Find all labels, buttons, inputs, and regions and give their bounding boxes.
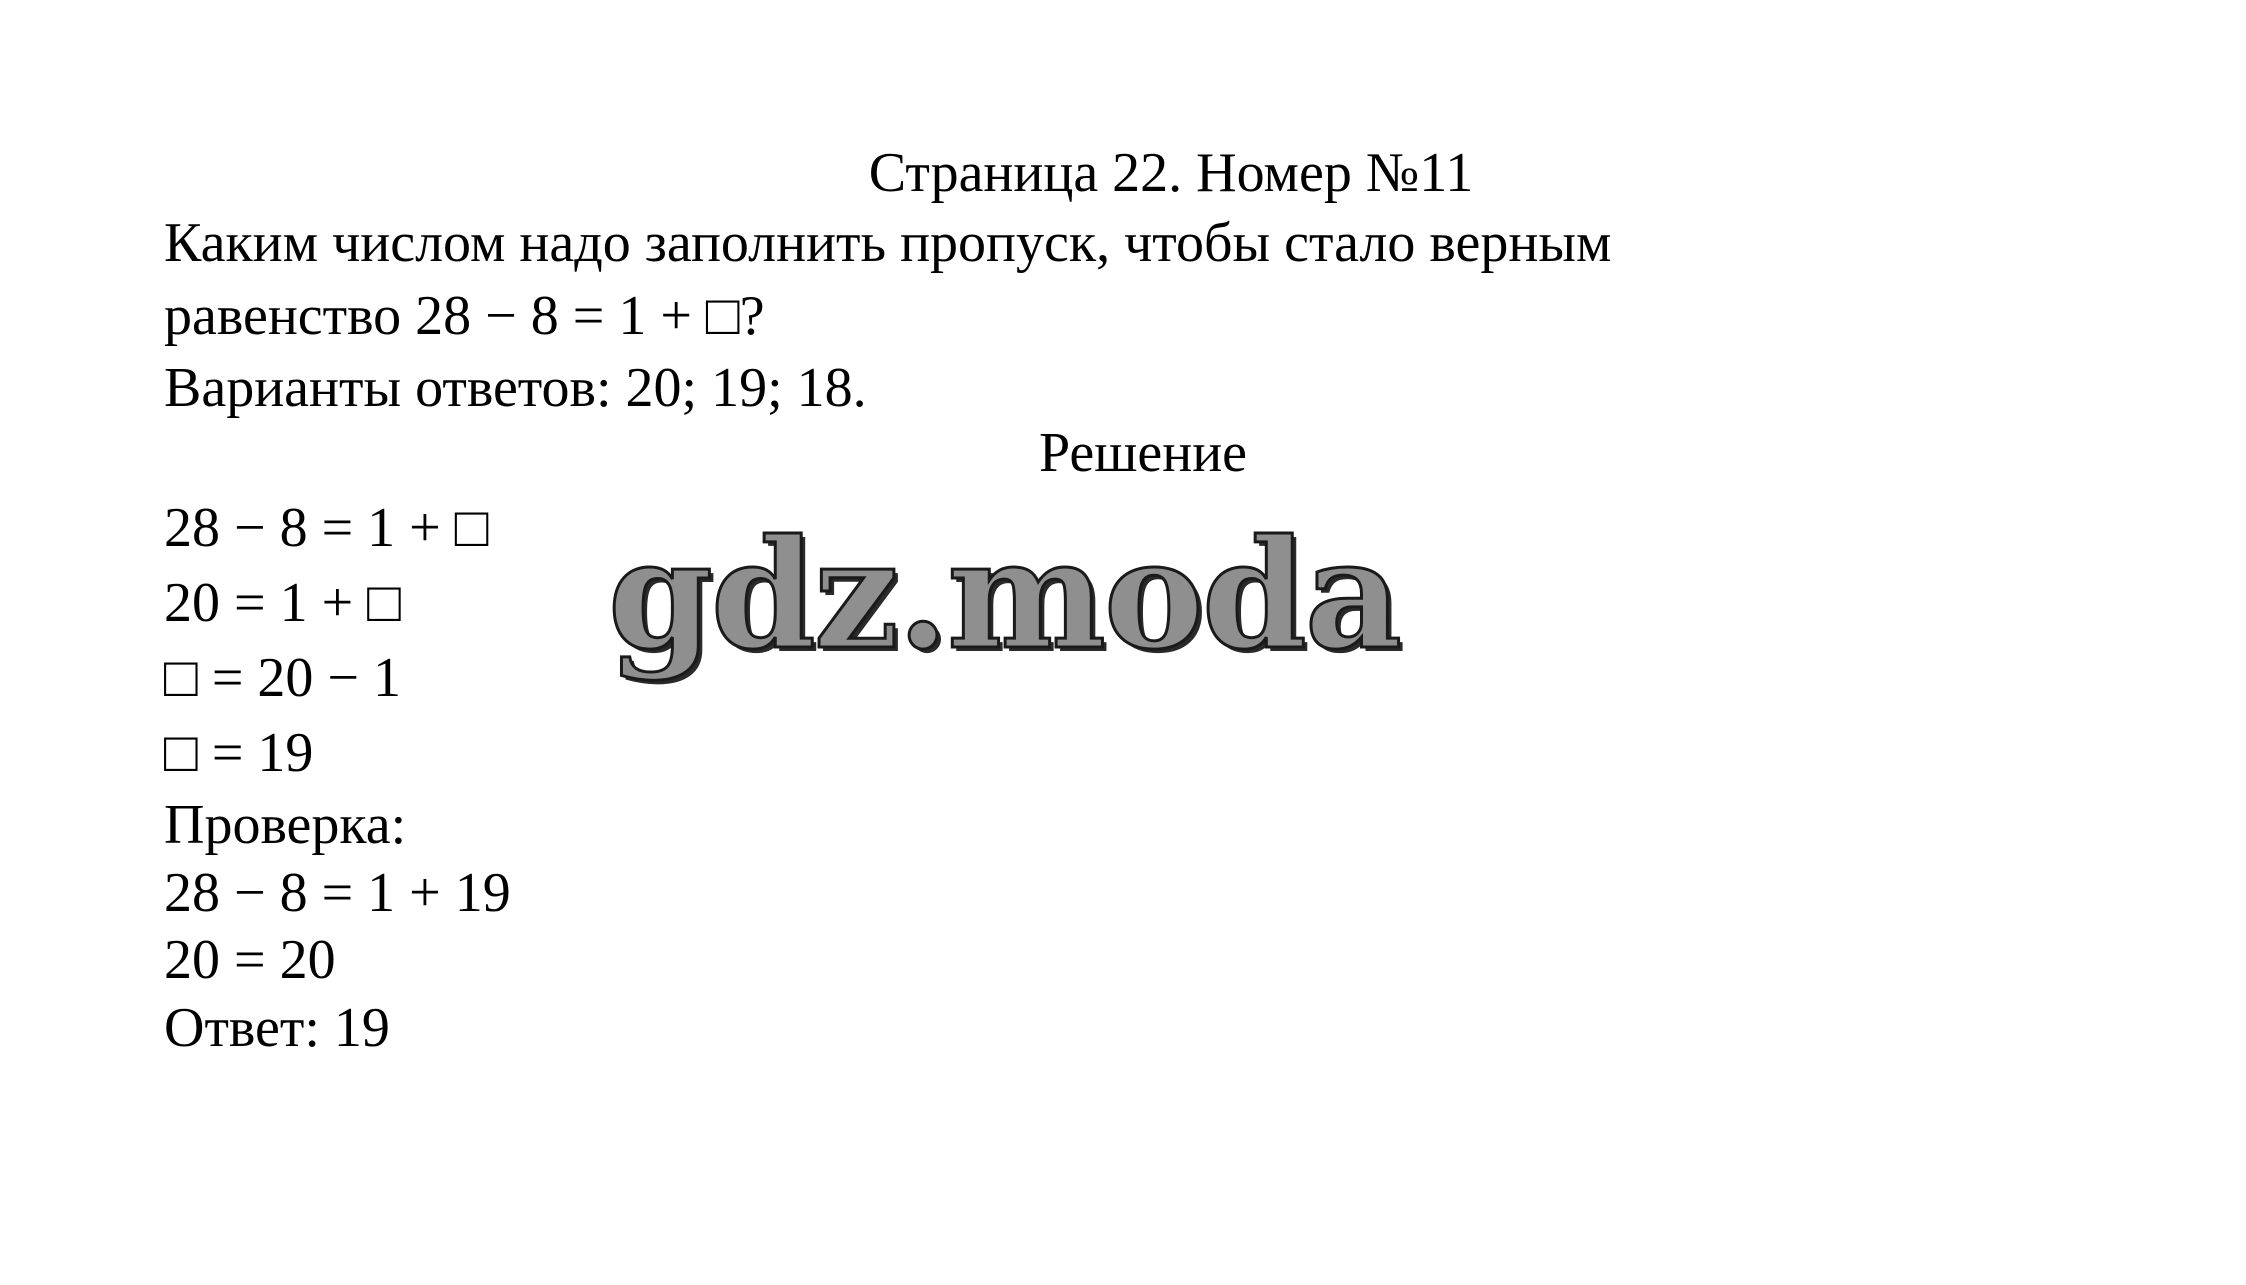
question-line-1: Каким числом надо заполнить пропуск, чтобы стало верным: [164, 212, 1612, 274]
solution-step-1: 28 − 8 = 1 + □: [164, 497, 489, 559]
check-step-1: 28 − 8 = 1 + 19: [164, 862, 511, 924]
page-title: Страница 22. Номер №11: [868, 142, 1474, 204]
answer-options-line: Варианты ответов: 20; 19; 18.: [164, 357, 867, 419]
solution-heading: Решение: [1038, 422, 1248, 484]
solution-step-2: 20 = 1 + □: [164, 572, 401, 634]
solution-step-4: □ = 19: [164, 722, 314, 784]
check-label: Проверка:: [164, 794, 407, 856]
solution-step-3: □ = 20 − 1: [164, 647, 401, 709]
final-answer: Ответ: 19: [164, 997, 390, 1059]
question-line-2: равенство 28 − 8 = 1 + □?: [164, 285, 765, 347]
check-step-2: 20 = 20: [164, 929, 336, 991]
watermark-logo: gdz.moda: [608, 507, 1401, 683]
